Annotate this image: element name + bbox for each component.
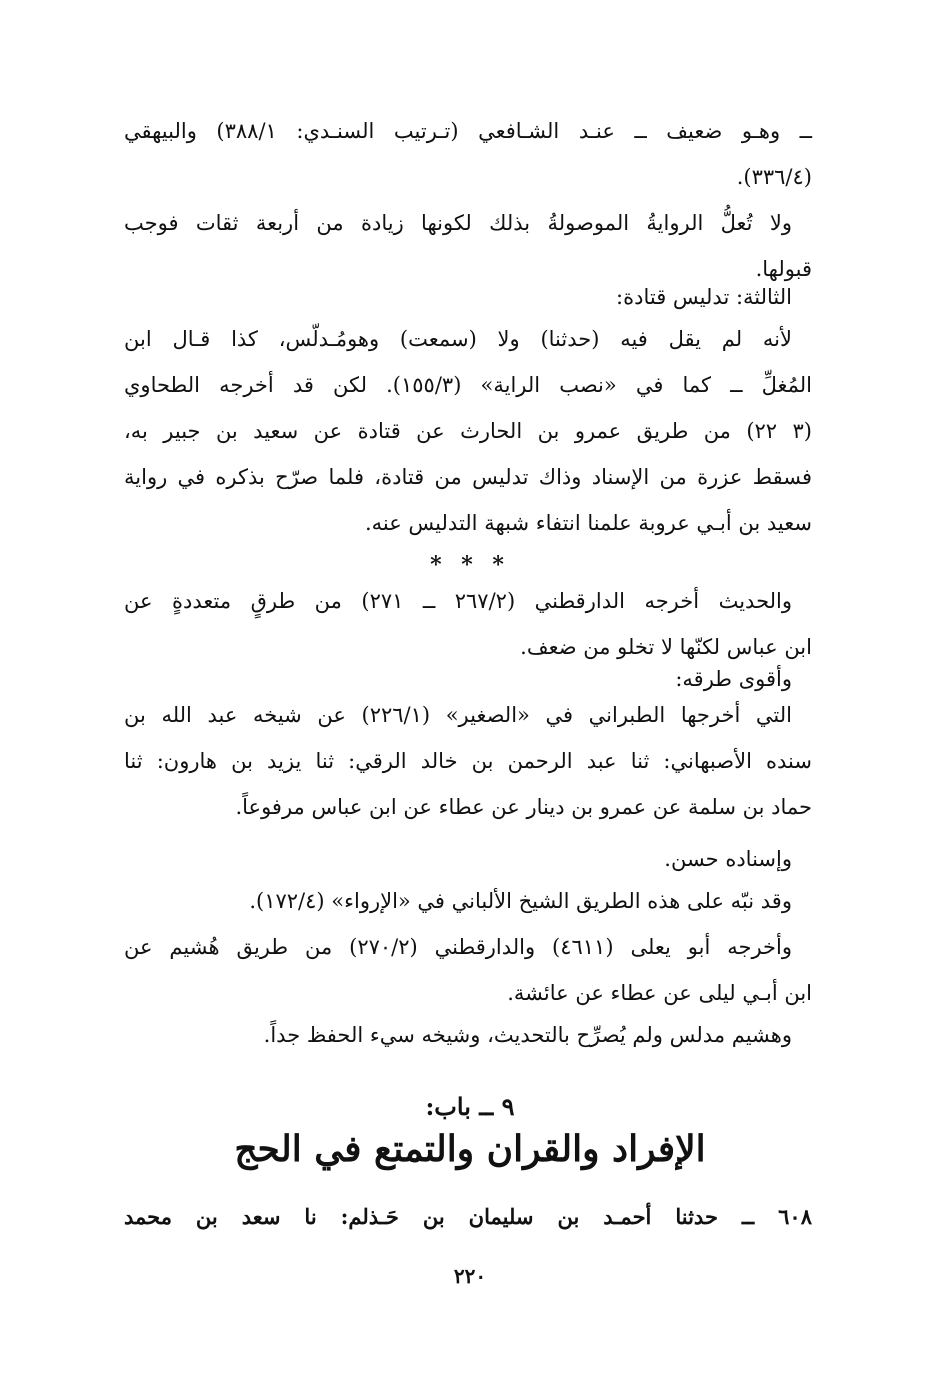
text-line: فسقط عزرة من الإسناد وذاك تدليس من قتادة، فلما صرّح بذكره في رواية xyxy=(124,465,812,489)
text-line: وأقوى طرقه: xyxy=(675,667,792,691)
section-separator: * * * xyxy=(430,552,510,578)
text-line: التي أخرجها الطبراني في «الصغير» (٢٢٦/١) عن شيخه عبد الله بن xyxy=(124,703,792,727)
hadith-line: ٦٠٨ ــ حدثنا أحمـد بن سليمان بن حَـذلم: نا سعد بن محمد xyxy=(124,1204,812,1229)
text-line: سنده الأصبهاني: ثنا عبد الرحمن بن خالد الرقي: ثنا يزيد بن هارون: ثنا xyxy=(124,749,812,773)
text-line: المُغلِّ ــ كما في «نصب الراية» (١٥٥/٣). لكن قد أخرجه الطحاوي xyxy=(124,373,812,397)
text-line: والحديث أخرجه الدارقطني (٢٦٧/٢ ــ ٢٧١) من طرقٍ متعددةٍ عن xyxy=(124,589,792,613)
text-line: وأخرجه أبو يعلى (٤٦١١) والدارقطني (٢٧٠/٢) من طريق هُشيم عن xyxy=(124,935,792,959)
text-line: وقد نبّه على هذه الطريق الشيخ الألباني في «الإرواء» (١٧٢/٤). xyxy=(249,889,792,913)
text-line: (٣ ٢٢) من طريق عمرو بن الحارث عن قتادة عن سعيد بن جبير به، xyxy=(124,419,812,443)
text-line: (٣٣٦/٤). xyxy=(736,165,812,189)
text-line: لأنه لم يقل فيه (حدثنا) ولا (سمعت) وهومُـدلّس، كذا قـال ابن xyxy=(124,327,792,351)
chapter-title: الإفراد والقران والتمتع في الحج xyxy=(234,1128,706,1170)
text-line: ولا تُعلُّ الروايةُ الموصولةُ بذلك لكونها زيادة من أربعة ثقات فوجب xyxy=(124,211,792,235)
text-line: وإسناده حسن. xyxy=(664,847,792,871)
text-line: قبولها. xyxy=(755,257,812,281)
chapter-number: ٩ ــ باب: xyxy=(425,1092,515,1121)
text-line: وهشيم مدلس ولم يُصرِّح بالتحديث، وشيخه سيء الحفظ جداً. xyxy=(263,1023,792,1047)
subheading-line: الثالثة: تدليس قتادة: xyxy=(616,285,792,309)
text-line: سعيد بن أبـي عروبة علمنا انتفاء شبهة التدليس عنه. xyxy=(364,511,812,535)
text-line: ــ وهـو ضعيف ــ عنـد الشـافعي (تـرتيب السنـدي: ٣٨٨/١) والبيهقي xyxy=(124,119,812,143)
text-line: ابن عباس لكنّها لا تخلو من ضعف. xyxy=(520,635,812,659)
text-line: حماد بن سلمة عن عمرو بن دينار عن عطاء عن ابن عباس مرفوعاً. xyxy=(235,795,812,819)
text-line: ابن أبـي ليلى عن عطاء عن عائشة. xyxy=(507,981,812,1005)
page-number: ٢٢٠ xyxy=(453,1264,487,1288)
